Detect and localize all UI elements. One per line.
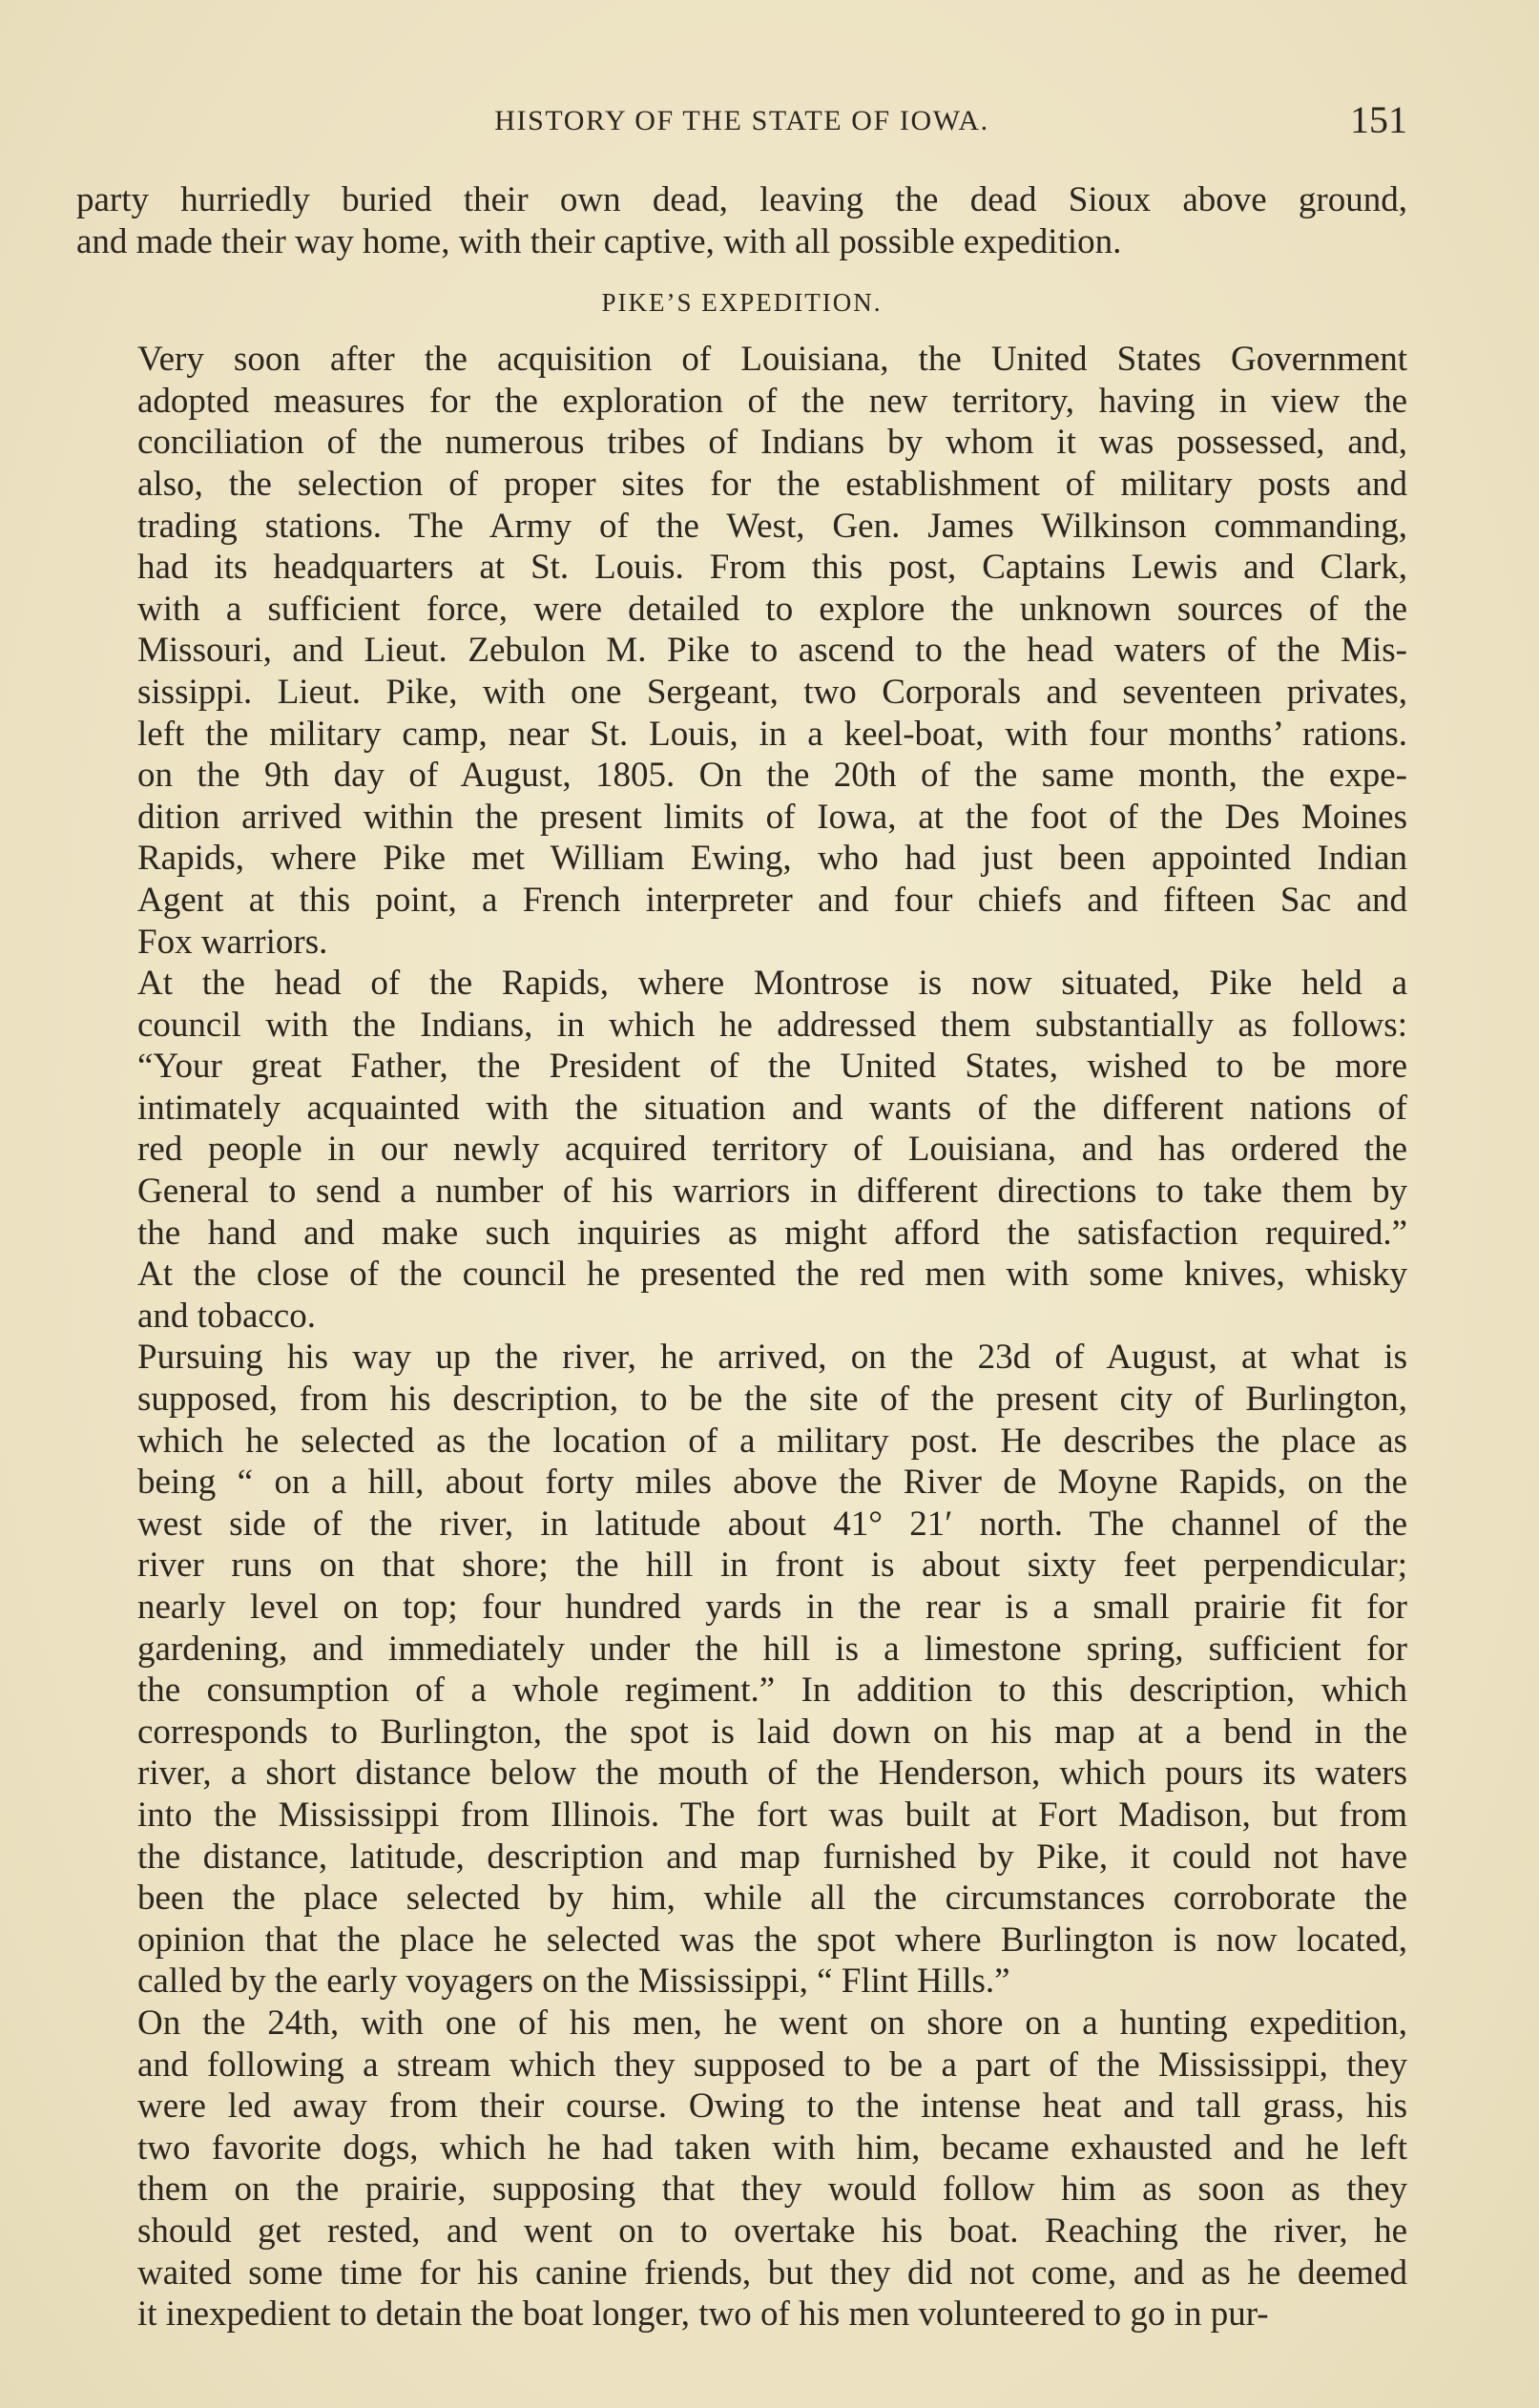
text-line: were led away from their course. Owing to the intense heat and tall grass, his bbox=[137, 2086, 1407, 2127]
text-line: on the 9th day of August, 1805. On the 20th of the same month, the expe- bbox=[137, 756, 1407, 796]
text-line: “Your great Father, the President of the United States, wished to be more bbox=[137, 1047, 1407, 1087]
text-line: had its headquarters at St. Louis. From this post, Captains Lewis and Clark, bbox=[137, 548, 1407, 588]
text-line: At the close of the council he presented the red men with some knives, whisky bbox=[137, 1255, 1407, 1295]
page-body bbox=[76, 179, 1407, 2335]
text-line: and following a stream which they supposed to be a part of the Mississippi, they bbox=[137, 2045, 1407, 2085]
text-line: should get rested, and went on to overtake his boat. Reaching the river, he bbox=[137, 2211, 1407, 2251]
text-line: red people in our newly acquired territory of Louisiana, and has ordered the bbox=[137, 1130, 1407, 1170]
text-line: two favorite dogs, which he had taken with him, became exhausted and he left bbox=[137, 2128, 1407, 2168]
text-line: sissippi. Lieut. Pike, with one Sergeant, two Corporals and seventeen privates, bbox=[137, 672, 1407, 712]
text-line: gardening, and immediately under the hill is a limestone spring, sufficient for bbox=[137, 1629, 1407, 1669]
text-line: west side of the river, in latitude about 41° 21′ north. The channel of the bbox=[137, 1504, 1407, 1544]
text-line: the hand and make such inquiries as might afford the satisfaction required.” bbox=[137, 1213, 1407, 1253]
text-line: conciliation of the numerous tribes of Indians by whom it was possessed, and, bbox=[137, 423, 1407, 463]
text-line: supposed, from his description, to be the site of the present city of Burlington, bbox=[137, 1380, 1407, 1420]
text-line: Missouri, and Lieut. Zebulon M. Pike to ascend to the head waters of the Mis- bbox=[137, 631, 1407, 671]
paragraph bbox=[76, 963, 1407, 1337]
text-line: left the military camp, near St. Louis, in a keel-boat, with four months’ rations. bbox=[137, 714, 1407, 754]
page-header bbox=[76, 97, 1407, 151]
text-line: Pursuing his way up the river, he arrived, on the 23d of August, at what is bbox=[137, 1338, 1407, 1378]
text-line: dition arrived within the present limits of Iowa, at the foot of the Des Moines bbox=[137, 797, 1407, 837]
text-line: the distance, latitude, description and map furnished by Pike, it could not have bbox=[137, 1837, 1407, 1877]
text-line: nearly level on top; four hundred yards in the rear is a small prairie fit for bbox=[137, 1588, 1407, 1627]
text-line: it inexpedient to detain the boat longer, two of his men volunteered to go in pur- bbox=[137, 2294, 1269, 2335]
text-line: waited some time for his canine friends, but they did not come, and as he deemed bbox=[137, 2252, 1407, 2293]
running-title: HISTORY OF THE STATE OF IOWA. bbox=[494, 105, 989, 136]
text-line: into the Mississippi from Illinois. The fort was built at Fort Madison, but from bbox=[137, 1795, 1407, 1835]
text-line: Rapids, where Pike met William Ewing, who had just been appointed Indian bbox=[137, 839, 1407, 879]
text-line: and made their way home, with their captive, with all possible expedition. bbox=[76, 221, 1122, 261]
text-line: party hurriedly buried their own dead, leaving the dead Sioux above ground, bbox=[76, 180, 1407, 219]
text-line: also, the selection of proper sites for the establishment of military posts and bbox=[137, 464, 1407, 504]
text-line: General to send a number of his warriors in different directions to take them by bbox=[137, 1172, 1407, 1212]
paragraph bbox=[76, 2003, 1407, 2335]
text-line: council with the Indians, in which he addressed them substantially as follows: bbox=[137, 1005, 1407, 1045]
paragraph-continuation bbox=[76, 179, 1407, 262]
text-line: them on the prairie, supposing that they would follow him as soon as they bbox=[137, 2169, 1407, 2210]
text-line: intimately acquainted with the situation and wants of the different nations of bbox=[137, 1088, 1407, 1128]
text-line: the consumption of a whole regiment.” In addition to this description, which bbox=[137, 1671, 1407, 1711]
section-heading: PIKE’S EXPEDITION. bbox=[601, 288, 883, 318]
text-line: called by the early voyagers on the Mississippi, “ Flint Hills.” bbox=[137, 1962, 1010, 2002]
paragraph bbox=[76, 1337, 1407, 2003]
paragraph bbox=[76, 339, 1407, 963]
text-line: river runs on that shore; the hill in front is about sixty feet perpendicular; bbox=[137, 1546, 1407, 1586]
text-line: been the place selected by him, while all the circumstances corroborate the bbox=[137, 1879, 1407, 1919]
page-number: 151 bbox=[1350, 98, 1407, 141]
text-line: which he selected as the location of a military post. He describes the place as bbox=[137, 1421, 1407, 1461]
text-line: Very soon after the acquisition of Louisiana, the United States Government bbox=[137, 340, 1407, 380]
text-line: river, a short distance below the mouth of the Henderson, which pours its waters bbox=[137, 1754, 1407, 1794]
text-line: being “ on a hill, about forty miles above the River de Moyne Rapids, on the bbox=[137, 1463, 1407, 1503]
text-line: opinion that the place he selected was the spot where Burlington is now located, bbox=[137, 1920, 1407, 1960]
text-line: with a sufficient force, were detailed to explore the unknown sources of the bbox=[137, 589, 1407, 629]
text-line: Fox warriors. bbox=[137, 922, 328, 962]
text-line: At the head of the Rapids, where Montrose is now situated, Pike held a bbox=[137, 964, 1407, 1004]
text-line: adopted measures for the exploration of the new territory, having in view the bbox=[137, 381, 1407, 421]
text-line: Agent at this point, a French interpreter and four chiefs and fifteen Sac and bbox=[137, 880, 1407, 920]
text-line: trading stations. The Army of the West, Gen. James Wilkinson commanding, bbox=[137, 506, 1407, 546]
text-line: On the 24th, with one of his men, he went on shore on a hunting expedition, bbox=[137, 2003, 1407, 2043]
text-line: and tobacco. bbox=[137, 1296, 316, 1336]
text-line: corresponds to Burlington, the spot is laid down on his map at a bend in the bbox=[137, 1712, 1407, 1752]
